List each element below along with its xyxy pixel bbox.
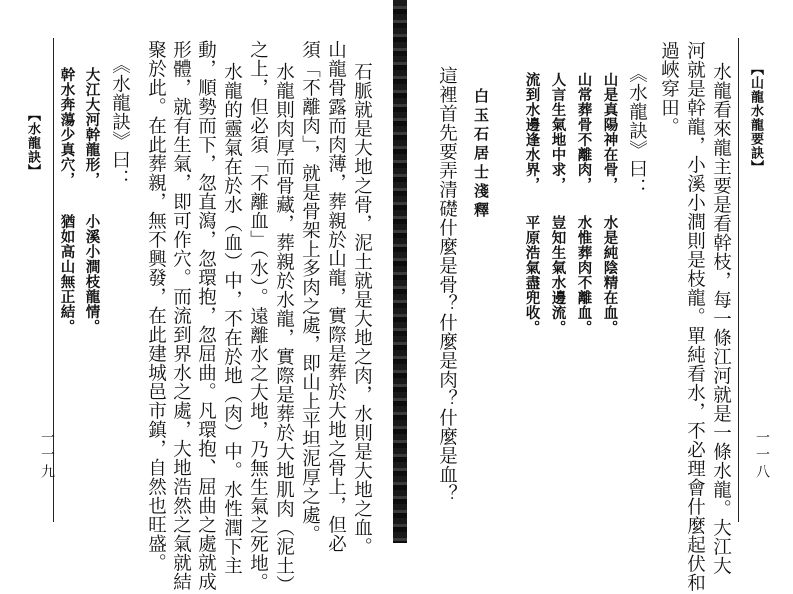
- verse-line-top: 山是真陽神在骨，: [601, 72, 619, 192]
- page-number: 一一八: [754, 430, 770, 481]
- verse-line-top: 人言生氣地中求，: [549, 72, 567, 192]
- body-column: 之上，但必須「不離血」（水）。遠離水之大地，乃無生氣之死地。: [247, 40, 269, 592]
- body-column: 水龍看來龍主要是看幹枝，每一條江河就是一條水龍。大江大: [710, 62, 732, 575]
- body-column: 形體，就有生氣，即可作穴。而流到界水之處，大地浩然之氣就結: [170, 40, 192, 591]
- verse-line-bottom: 豈知生氣水邊流。: [549, 215, 567, 335]
- body-column: 水龍則肉厚而骨藏，葬親於水龍，實際是葬於大地肌肉（泥土）: [273, 62, 295, 594]
- verse-line-bottom: 猶如高山無正結。: [58, 214, 76, 334]
- verse-line-top: 流到水邊逢水界，: [523, 72, 541, 192]
- book-spine: [393, 0, 407, 543]
- verse-line-bottom: 水是純陰精在血。: [601, 215, 619, 335]
- body-column: 過峽穿田。: [658, 41, 680, 136]
- running-header: 【水龍訣】: [25, 108, 40, 178]
- verse-line-bottom: 平原浩氣盡兜收。: [523, 215, 541, 335]
- running-header: 【山龍水龍要訣】: [748, 62, 763, 174]
- body-column: 聚於此。在此葬親，無不興發，在此建城邑市鎮，自然也旺盛。: [145, 40, 167, 572]
- quote-title: 《水龍訣》曰：: [626, 64, 648, 197]
- verse-line-top: 大江大河幹龍形，: [83, 67, 101, 187]
- body-column: 河就是幹龍，小溪小澗則是枝龍。單純看水，不必理會什麼起伏和: [684, 41, 706, 592]
- commentary-intro: 這裡首先要弄清礎什麼是骨？什麼是肉？什麼是血？: [436, 66, 458, 503]
- quote-title: 《水龍訣》曰：: [109, 55, 131, 188]
- section-heading: 白玉石居士淺釋: [472, 88, 490, 221]
- body-column: 水龍的靈氣在於水（血）中，不在於地（肉）中。水性潤下主: [221, 62, 243, 575]
- header-rule: [738, 38, 739, 522]
- body-column: 須「不離肉」，就是骨架上多肉之處，即山上平坦泥厚之處。: [299, 40, 321, 544]
- body-column: 石脈就是大地之骨，泥土就是大地之肉，水則是大地之血。: [351, 62, 373, 556]
- verse-line-top: 幹水奔蕩少真穴，: [58, 67, 76, 187]
- page-number: 一一九: [39, 430, 55, 481]
- body-column: 山龍骨露而肉薄，葬親於山龍，實際是葬於大地之骨上，但必: [325, 40, 347, 553]
- left-page: [0, 0, 393, 594]
- verse-line-bottom: 小溪小澗枝龍情。: [83, 214, 101, 334]
- verse-line-bottom: 水惟葬肉不離血。: [575, 215, 593, 335]
- right-page: [407, 0, 793, 592]
- verse-line-top: 山常葬骨不離肉，: [575, 72, 593, 192]
- body-column: 動，順勢而下，忽直瀉，忽環抱，忽屈曲。凡環抱、屈曲之處就成: [195, 40, 217, 591]
